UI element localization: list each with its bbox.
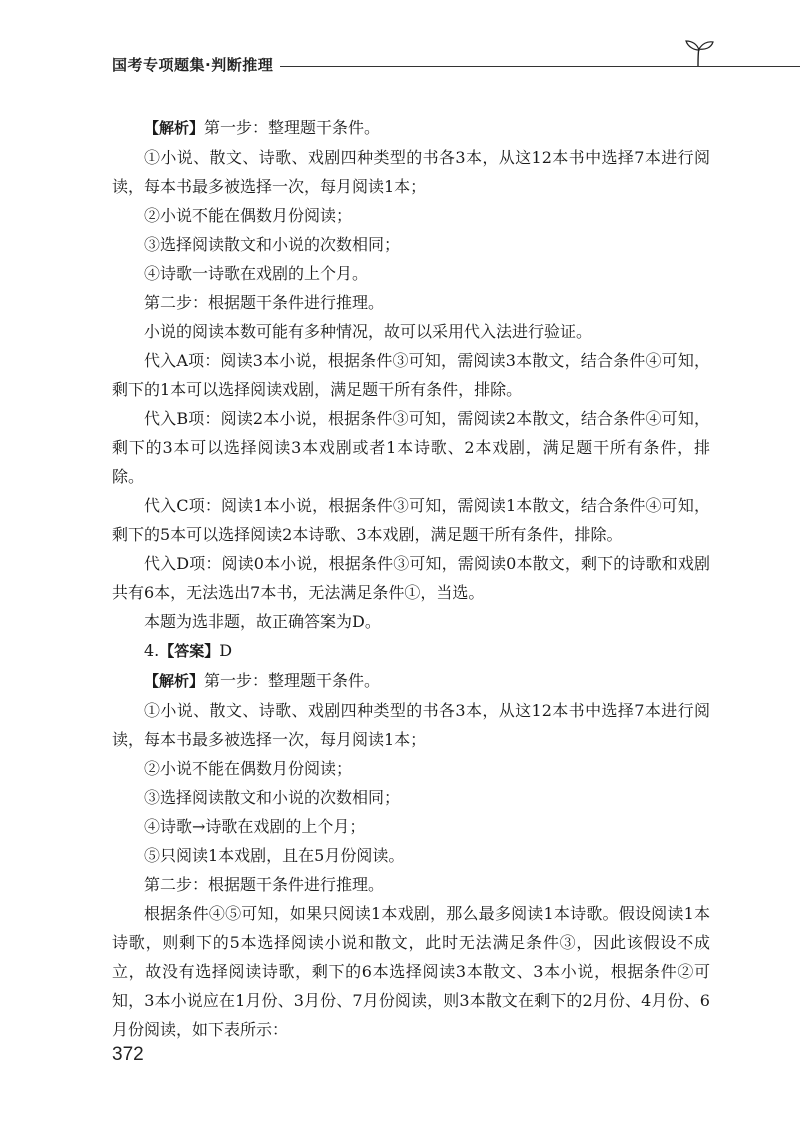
q4-paragraph-1: 根据条件④⑤可知，如果只阅读1本戏剧，那么最多阅读1本诗歌。假设阅读1本诗歌，则剩下的5本选择阅读小说和散文，此时无法满足条件③，因此该假设不成立，故没有选择阅读诗歌，剩下的6本选择阅读3本散文、3本小说，根据条件②可知，3本小说应在1月份、3月份、7月份阅读，则3本散文在剩下的2月份、4月份、6月份阅读，如下表所示： (112, 904, 710, 1039)
q4-analysis-label: 【解析】 (144, 672, 205, 690)
page-body (112, 113, 710, 1044)
q4-condition-4: ④诗歌→诗歌在戏剧的上个月； (144, 817, 366, 836)
q3-analysis-label: 【解析】 (144, 119, 205, 137)
q4-number: 4. (144, 641, 160, 660)
q4-condition-1: ①小说、散文、诗歌、戏剧四种类型的书各3本，从这12本书中选择7本进行阅读，每本书最多被选择一次，每月阅读1本； (112, 701, 710, 749)
q3-option-a: 代入A项：阅读3本小说，根据条件③可知，需阅读3本散文，结合条件④可知，剩下的1本可以选择阅读戏剧，满足题干所有条件，排除。 (112, 351, 710, 399)
q3-option-c: 代入C项：阅读1本小说，根据条件③可知，需阅读1本散文，结合条件④可知，剩下的5本可以选择阅读2本诗歌、3本戏剧，满足题干所有条件，排除。 (112, 496, 710, 544)
q3-step2: 第二步：根据题干条件进行推理。 (144, 293, 385, 312)
header-title: 国考专项题集·判断推理 (112, 56, 274, 74)
running-header (112, 50, 712, 80)
q3-conclusion: 本题为选非题，故正确答案为D。 (144, 612, 381, 631)
q3-step1-text: 第一步：整理题干条件。 (204, 118, 381, 137)
q4-answer-label: 【答案】 (159, 642, 220, 660)
q3-option-d: 代入D项：阅读0本小说，根据条件③可知，需阅读0本散文，剩下的诗歌和戏剧共有6本，无法选出7本书，无法满足条件①，当选。 (112, 554, 710, 602)
q3-condition-4: ④诗歌一诗歌在戏剧的上个月。 (144, 264, 369, 283)
q3-condition-2: ②小说不能在偶数月份阅读； (144, 206, 353, 225)
q4-answer-value: D (219, 641, 233, 660)
q3-condition-1: ①小说、散文、诗歌、戏剧四种类型的书各3本，从这12本书中选择7本进行阅读，每本书最多被选择一次，每月阅读1本； (112, 148, 710, 196)
q3-condition-3: ③选择阅读散文和小说的次数相同； (144, 235, 401, 254)
q3-analysis-step1 (112, 113, 710, 143)
q3-paragraph-1: 小说的阅读本数可能有多种情况，故可以采用代入法进行验证。 (144, 322, 593, 341)
q4-analysis-step1 (112, 666, 710, 696)
q4-condition-3: ③选择阅读散文和小说的次数相同； (144, 788, 401, 807)
q3-option-b: 代入B项：阅读2本小说，根据条件③可知，需阅读2本散文，结合条件④可知，剩下的3本可以选择阅读3本戏剧或者1本诗歌、2本戏剧，满足题干所有条件，排除。 (112, 409, 710, 486)
q4-step1-text: 第一步：整理题干条件。 (204, 671, 381, 690)
q4-answer-line (112, 636, 710, 666)
q4-condition-5: ⑤只阅读1本戏剧，且在5月份阅读。 (144, 846, 405, 865)
header-rule (280, 66, 800, 67)
q4-condition-2: ②小说不能在偶数月份阅读； (144, 759, 353, 778)
q4-step2: 第二步：根据题干条件进行推理。 (144, 875, 385, 894)
sprout-icon (682, 38, 716, 68)
page-number: 372 (112, 1044, 144, 1065)
